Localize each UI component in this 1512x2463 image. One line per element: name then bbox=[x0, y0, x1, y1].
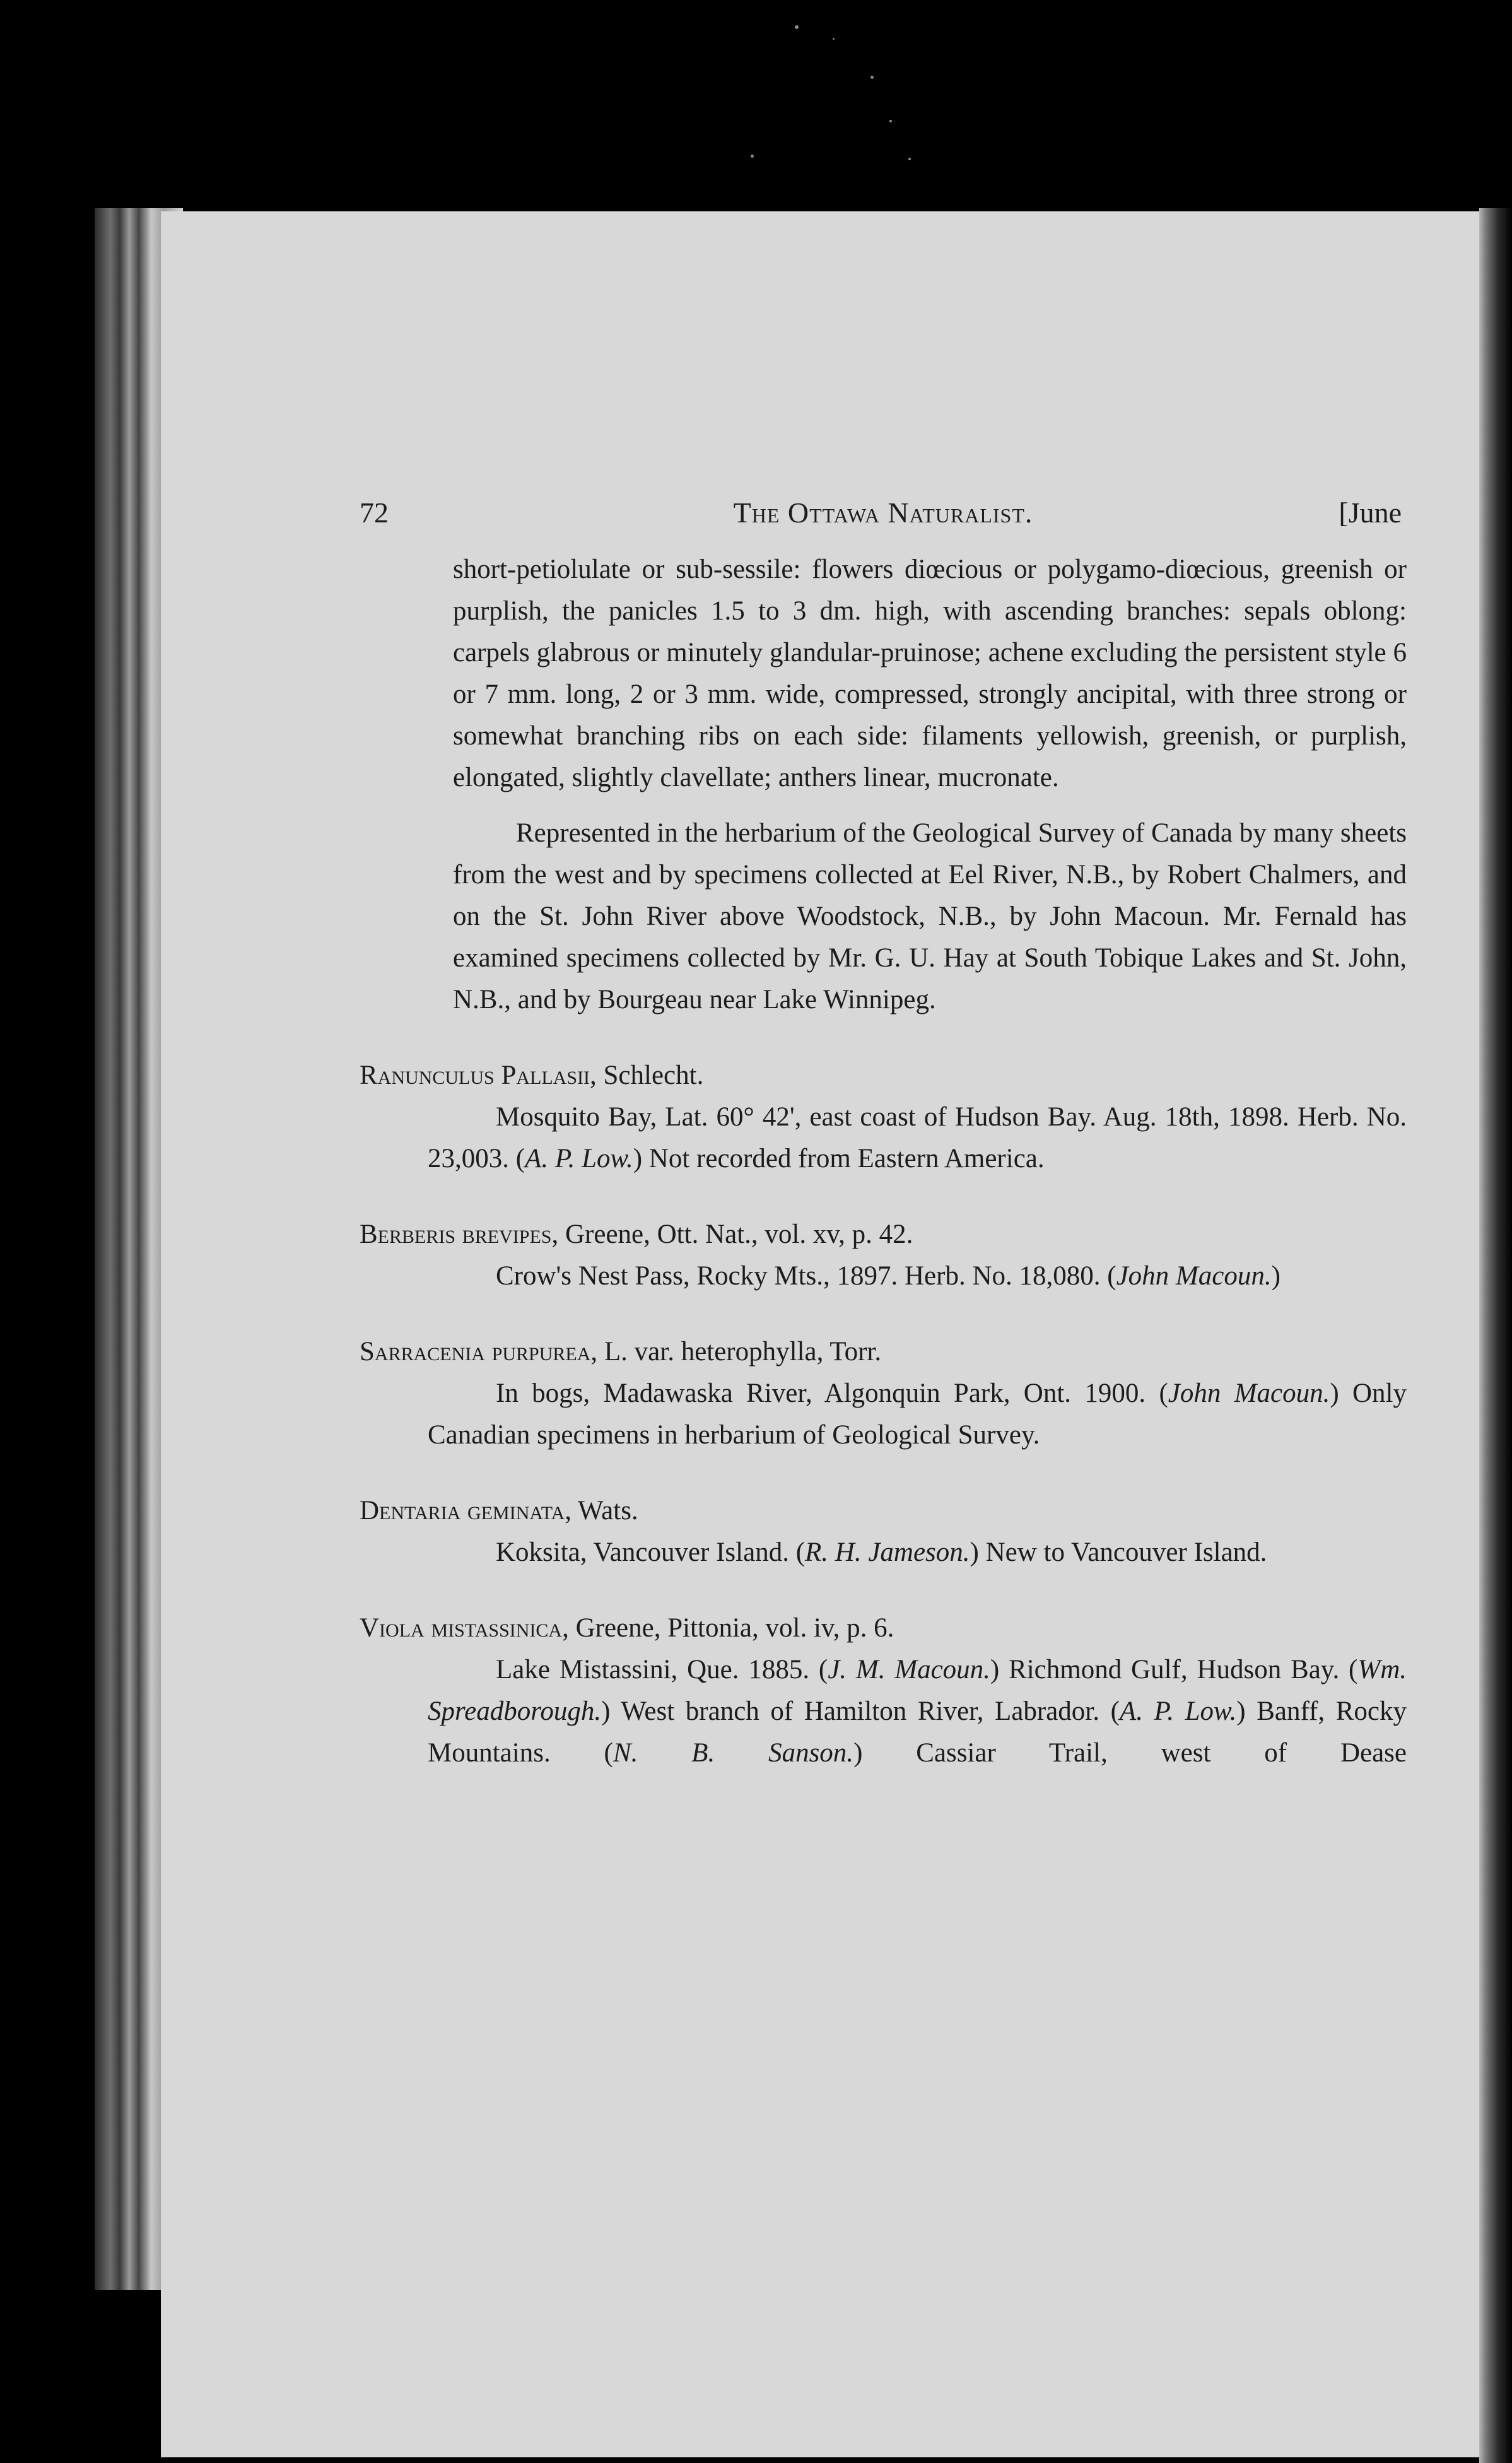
page-number: 72 bbox=[360, 497, 389, 529]
journal-title: The Ottawa Naturalist. bbox=[733, 497, 1033, 529]
species-authority: Schlecht. bbox=[596, 1061, 704, 1090]
species-authority: Wats. bbox=[571, 1496, 638, 1525]
description-continuation: short-petiolulate or sub-sessile: flowers diœcious or polygamo-diœcious, greenish or purplish, the panicles 1.5 to 3 dm. high, with ascending branches: sepals oblong: carpels glabrous or minutely glandular-pruinose; achene excluding the persistent style 6 or 7 mm. long, 2 or 3 mm. wide, compressed, strongly ancipital, with three strong or somewhat branching ribs on each side: filaments yellowish, greenish, or purplish, elongated, slightly clavellate; anthers linear, mucronate. bbox=[453, 555, 1407, 792]
genus-name: Berberis bbox=[360, 1220, 456, 1249]
specimen-record bbox=[360, 1649, 1407, 1774]
species-authority: L. var. heterophylla, Torr. bbox=[597, 1337, 882, 1367]
species-epithet: brevipes, bbox=[462, 1220, 559, 1249]
species-heading bbox=[360, 1055, 1407, 1096]
collector-name: John Macoun. bbox=[1168, 1378, 1330, 1408]
genus-name: Ranunculus bbox=[360, 1061, 495, 1090]
running-head bbox=[360, 492, 1407, 549]
specimen-record bbox=[360, 1532, 1407, 1573]
record-text: ) Cassiar Trail, west of Dease bbox=[853, 1738, 1407, 1768]
record-text: ) bbox=[1271, 1261, 1281, 1291]
species-heading bbox=[360, 1214, 1407, 1255]
genus-name: Dentaria bbox=[360, 1496, 461, 1525]
collector-name: A. P. Low. bbox=[1119, 1696, 1237, 1726]
collector-name: Wm. Spreadborough. bbox=[428, 1655, 1407, 1726]
specimen-record bbox=[360, 1373, 1407, 1456]
herbarium-remark: Represented in the herbarium of the Geological Survey of Canada by many sheets from the west and by specimens collected at Eel River, N.B., by Robert Chalmers, and on the St. John River above Woodstock, N.B., by John Macoun. Mr. Fernald has examined specimens collected by Mr. G. U. Hay at South Tobique Lakes and St. John, N.B., and by Bourgeau near Lake Winnipeg. bbox=[453, 818, 1407, 1014]
collector-name: John Macoun. bbox=[1116, 1261, 1272, 1291]
issue-month: [June bbox=[1339, 497, 1402, 529]
record-text: Mosquito Bay, Lat. 60° 42', east coast of Hudson Bay. Aug. 18th, 1898. Herb. No. 23,003. ( bbox=[428, 1102, 1407, 1173]
record-text: ) New to Vancouver Island. bbox=[970, 1537, 1267, 1567]
species-authority: Greene, Ott. Nat., vol. xv, p. 42. bbox=[558, 1220, 913, 1249]
collector-name: R. H. Jameson. bbox=[805, 1537, 970, 1567]
species-entry bbox=[360, 1055, 1407, 1180]
dust-speck bbox=[751, 155, 754, 158]
specimen-record bbox=[360, 1096, 1407, 1180]
dust-speck bbox=[833, 38, 835, 40]
dust-speck bbox=[795, 25, 799, 29]
species-entry bbox=[360, 1214, 1407, 1297]
record-text: In bogs, Madawaska River, Algonquin Park, Ont. 1900. ( bbox=[496, 1378, 1168, 1408]
record-text: ) Banff, Rocky Mountains. ( bbox=[428, 1696, 1407, 1768]
species-epithet: geminata, bbox=[467, 1496, 572, 1525]
species-epithet: purpurea, bbox=[491, 1337, 598, 1367]
dust-speck bbox=[889, 120, 892, 122]
genus-name: Sarracenia bbox=[360, 1337, 485, 1367]
record-text: Lake Mistassini, Que. 1885. ( bbox=[496, 1655, 828, 1684]
species-entry bbox=[360, 1608, 1407, 1774]
collector-name: A. P. Low. bbox=[525, 1144, 633, 1173]
species-heading bbox=[360, 1331, 1407, 1373]
collector-name: N. B. Sanson. bbox=[612, 1738, 854, 1768]
genus-name: Viola bbox=[360, 1613, 425, 1643]
record-text: Koksita, Vancouver Island. ( bbox=[496, 1537, 806, 1567]
record-text: ) Only Canadian specimens in herbarium of Geological Survey. bbox=[428, 1378, 1407, 1450]
species-authority: Greene, Pittonia, vol. iv, p. 6. bbox=[568, 1613, 894, 1643]
collector-name: J. M. Macoun. bbox=[828, 1655, 990, 1684]
species-epithet: Pallasii, bbox=[501, 1061, 597, 1090]
record-text: Crow's Nest Pass, Rocky Mts., 1897. Herb. No. 18,080. ( bbox=[496, 1261, 1116, 1291]
species-heading bbox=[360, 1490, 1407, 1532]
species-epithet: mistassinica, bbox=[431, 1613, 569, 1643]
dust-speck bbox=[870, 76, 874, 79]
record-text: ) Richmond Gulf, Hudson Bay. ( bbox=[990, 1655, 1358, 1684]
species-heading bbox=[360, 1608, 1407, 1649]
page-edge-right bbox=[1479, 208, 1512, 2463]
record-text: ) Not recorded from Eastern America. bbox=[633, 1144, 1045, 1173]
specimen-record bbox=[360, 1255, 1407, 1297]
page-text bbox=[360, 492, 1407, 1774]
record-text: ) West branch of Hamilton River, Labrador. ( bbox=[601, 1696, 1120, 1726]
species-entry bbox=[360, 1490, 1407, 1573]
dust-speck bbox=[908, 158, 911, 160]
species-entry bbox=[360, 1331, 1407, 1456]
